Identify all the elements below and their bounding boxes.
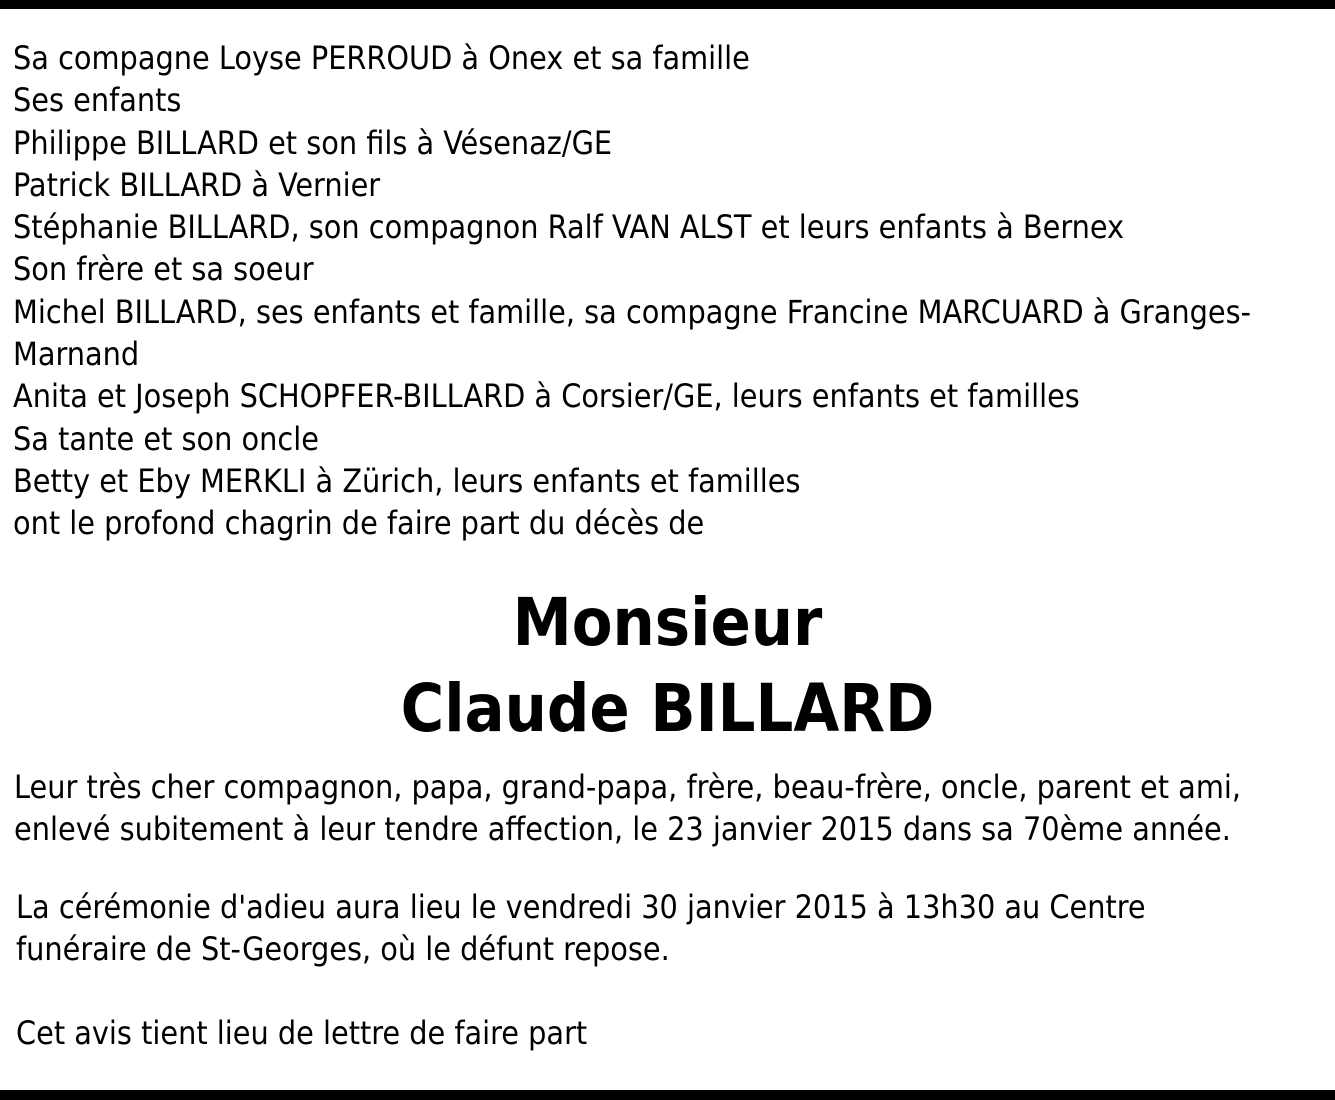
ceremony-line: La cérémonie d'adieu aura lieu le vendredi 30 janvier 2015 à 13h30 au Centre: [16, 888, 1146, 926]
family-line: ont le profond chagrin de faire part du décès de: [13, 504, 705, 543]
top-border-rule: [0, 0, 1335, 9]
honorific: Monsieur: [512, 584, 823, 661]
family-line: Stéphanie BILLARD, son compagnon Ralf VAN ALST et leurs enfants à Bernex: [13, 208, 1125, 247]
closing-line: Cet avis tient lieu de lettre de faire part: [16, 1014, 588, 1052]
ceremony-paragraph: [16, 886, 1146, 970]
family-line: Philippe BILLARD et son fils à Vésenaz/GE: [13, 123, 613, 162]
deceased-name: Claude BILLARD: [400, 670, 935, 747]
ceremony-line: funéraire de St-Georges, où le défunt repose.: [16, 930, 670, 968]
family-line: Ses enfants: [13, 81, 182, 120]
closing-paragraph: [16, 1012, 587, 1054]
family-line: Son frère et sa soeur: [13, 250, 314, 289]
tribute-line: Leur très cher compagnon, papa, grand-papa, frère, beau-frère, oncle, parent et ami,: [14, 768, 1241, 806]
family-line: Marnand: [13, 335, 140, 374]
family-line: Michel BILLARD, ses enfants et famille, sa compagne Francine MARCUARD à Granges-: [13, 292, 1251, 331]
family-line: Sa compagne Loyse PERROUD à Onex et sa famille: [13, 39, 750, 77]
tribute-line: enlevé subitement à leur tendre affection, le 23 janvier 2015 dans sa 70ème année.: [14, 810, 1231, 848]
family-line: Sa tante et son oncle: [13, 419, 319, 458]
deceased-heading: [0, 580, 1335, 752]
family-line: Patrick BILLARD à Vernier: [13, 165, 381, 204]
bottom-border-rule: [0, 1090, 1335, 1100]
family-line: Anita et Joseph SCHOPFER-BILLARD à Corsier/GE, leurs enfants et familles: [13, 377, 1080, 416]
family-announcement: [13, 37, 1333, 545]
tribute-paragraph: [14, 766, 1241, 850]
family-line: Betty et Eby MERKLI à Zürich, leurs enfants et familles: [13, 461, 801, 500]
